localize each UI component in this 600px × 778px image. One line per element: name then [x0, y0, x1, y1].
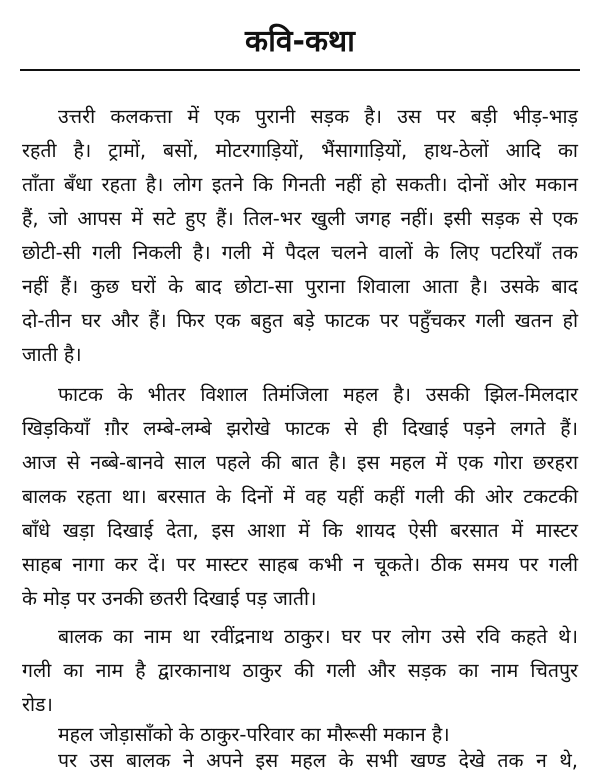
text-line: गली का नाम है द्वारकानाथ ठाकुर की गली और सड़क का नाम चितपुर — [22, 659, 578, 682]
text-line: नहीं हैं। कुछ घरों के बाद छोटा-सा पुराना शिवाला आता है। उसके बाद — [22, 275, 578, 298]
text-line: दो-तीन घर और हैं। फिर एक बहुत बड़े फाटक पर पहुँचकर गली खतन हो — [22, 309, 578, 332]
text-line: जाती है। — [22, 343, 82, 366]
text-line: आज से नब्बे-बानवे साल पहले की बात है। इस महल में एक गोरा छरहरा — [22, 451, 578, 474]
text-line: महल जोड़ासाँको के ठाकुर-परिवार का मौरूसी मकान है। — [58, 723, 450, 746]
text-line: हैं, जो आपस में सटे हुए हैं। तिल-भर खुली जगह नहीं। इसी सड़क से एक — [22, 207, 578, 230]
text-line: ताँता बँधा रहता है। लोग इतने कि गिनती नहीं हो सकती। दोनों ओर मकान — [22, 173, 578, 196]
text-line: के मोड़ पर उनकी छतरी दिखाई पड़ जाती। — [22, 587, 317, 610]
text-line: साहब नागा कर दें। पर मास्टर साहब कभी न चूकते। ठीक समय पर गली — [22, 553, 578, 576]
text-line: रहती है। ट्रामों, बसों, मोटरगाड़ियों, भैंसागाड़ियों, हाथ-ठेलों आदि का — [22, 139, 578, 162]
text-line: पर उस बालक ने अपने इस महल के सभी खण्ड देखे तक न थे, — [58, 749, 578, 772]
page-title: कवि-कथा — [245, 24, 355, 59]
text-line: फाटक के भीतर विशाल तिमंजिला महल है। उसकी झिल-मिलदार — [58, 383, 578, 406]
text-line: छोटी-सी गली निकली है। गली में पैदल चलने वालों के लिए पटरियाँ तक — [22, 241, 578, 264]
title-divider — [20, 69, 580, 71]
text-line: रोड। — [22, 693, 53, 716]
text-line: बालक रहता था। बरसात के दिनों में वह यहीं कहीं गली की ओर टकटकी — [22, 485, 578, 508]
text-line: खिड़कियाँ ग़ौर लम्बे-लम्बे झरोखे फाटक से ही दिखाई पड़ने लगते हैं। — [22, 417, 578, 440]
text-line: बाँधे खड़ा दिखाई देता, इस आशा में कि शायद ऐसी बरसात में मास्टर — [22, 519, 578, 542]
text-line: बालक का नाम था रवींद्रनाथ ठाकुर। घर पर लोग उसे रवि कहते थे। — [58, 625, 578, 648]
text-line: उत्तरी कलकत्ता में एक पुरानी सड़क है। उस पर बड़ी भीड़-भाड़ — [58, 105, 578, 128]
